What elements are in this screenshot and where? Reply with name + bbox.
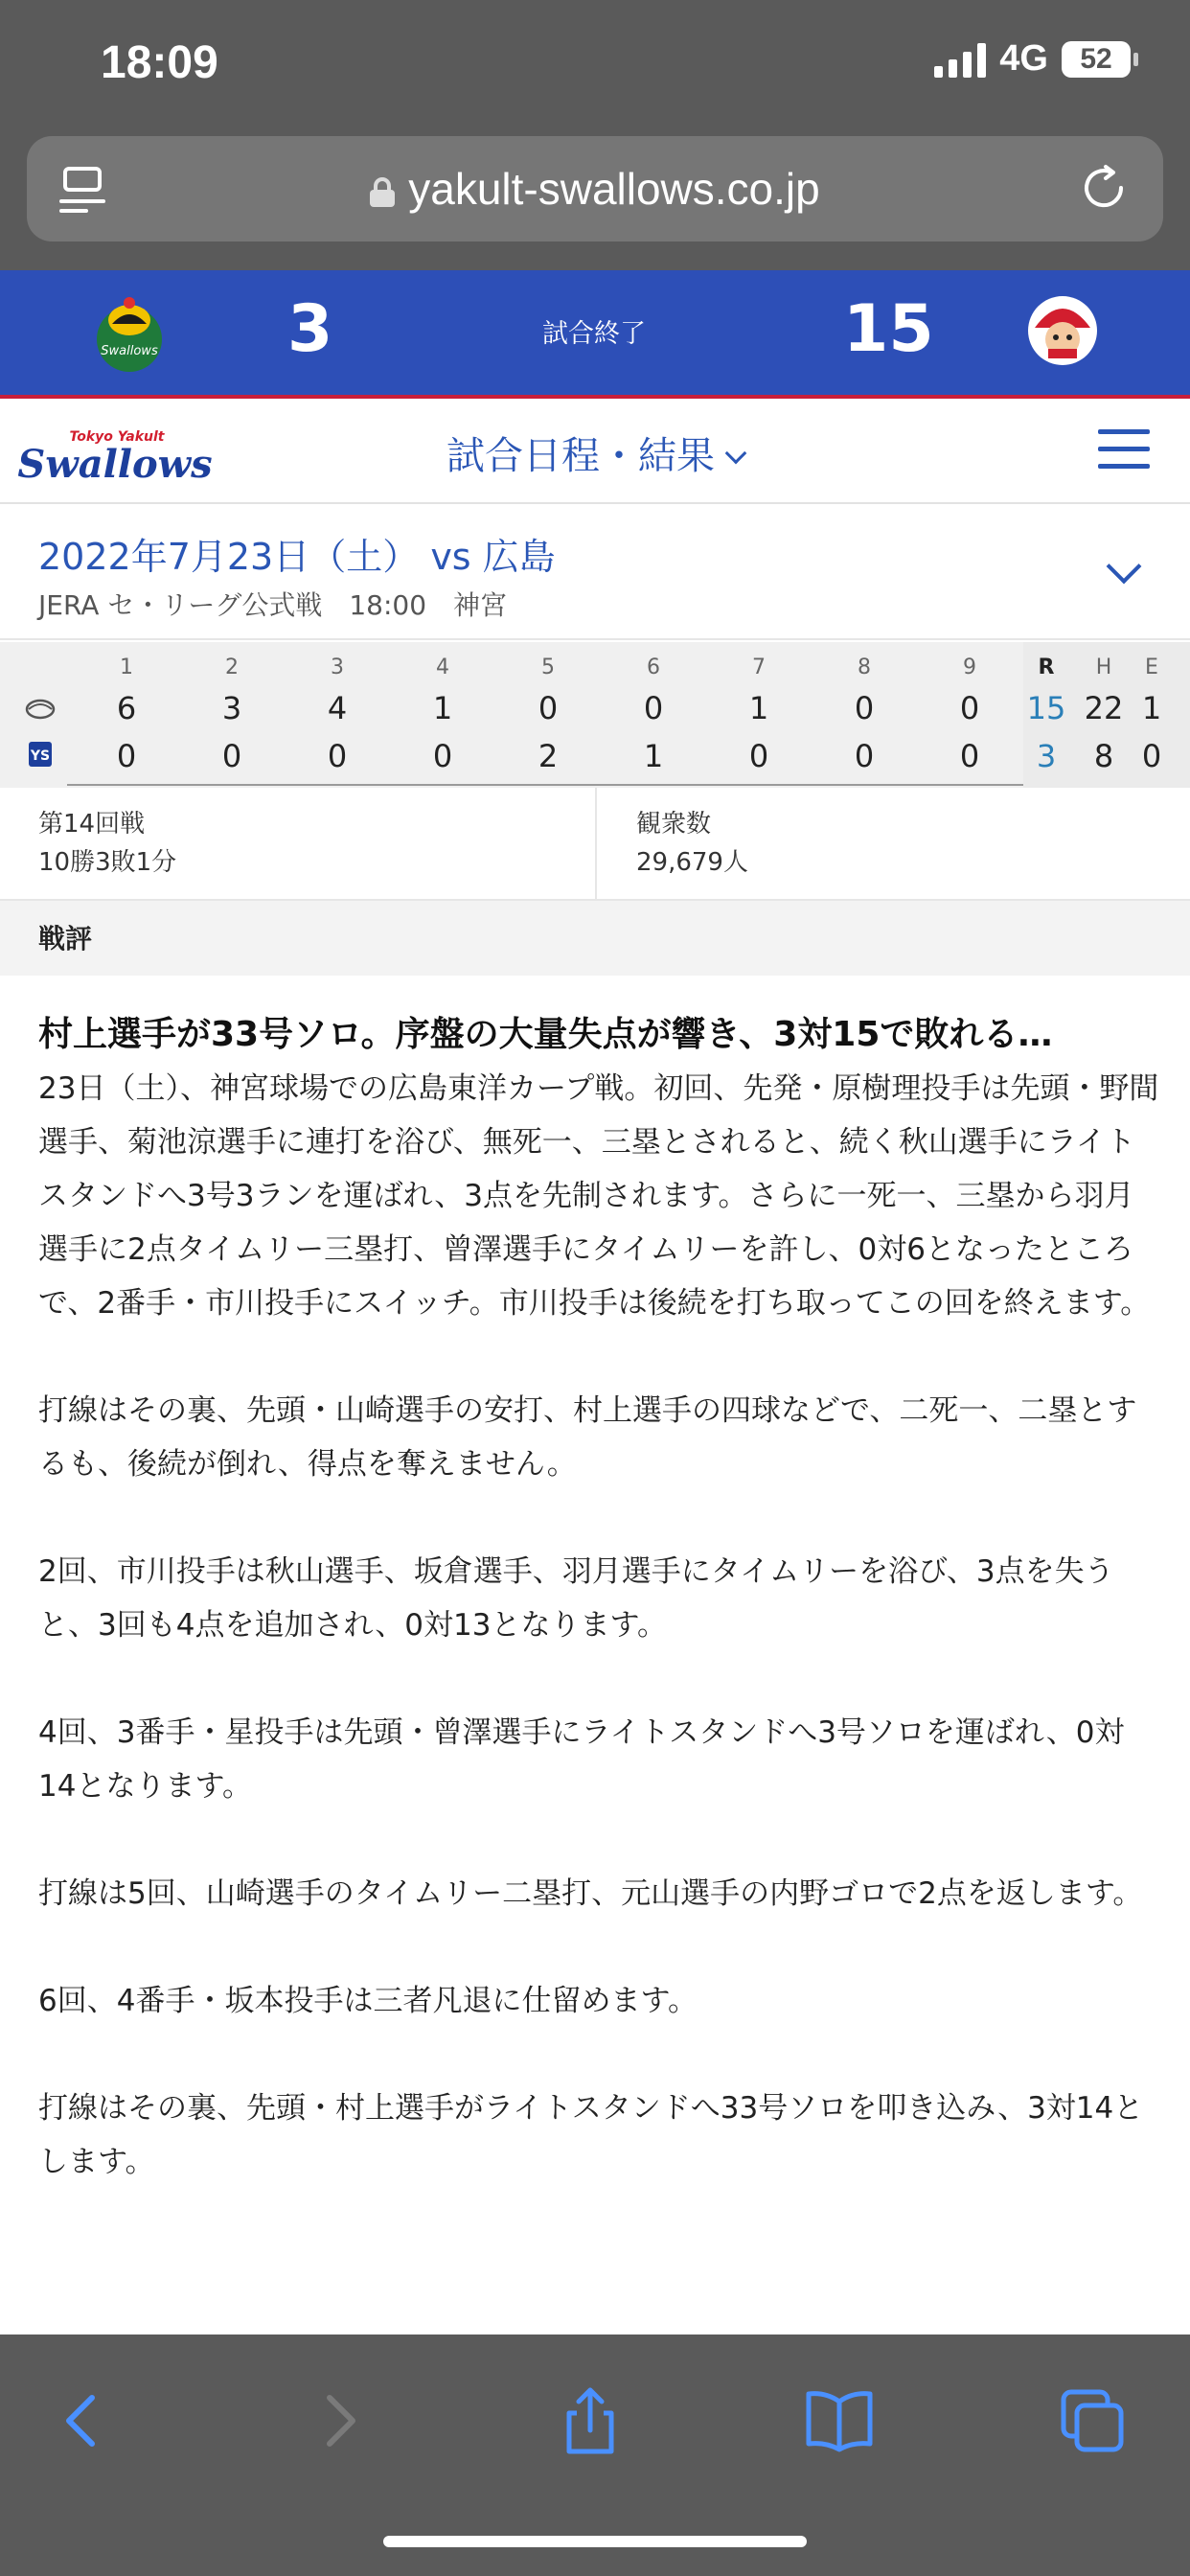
chevron-down-icon: [725, 443, 747, 465]
schedule-results-dropdown[interactable]: [0, 426, 1190, 480]
swallows-cap-icon: [21, 740, 59, 769]
stats-divider: [595, 788, 597, 901]
article-paragraph: 打線は5回、山崎選手のタイムリー二塁打、元山選手の内野ゴロで2点を返します。: [38, 1876, 1143, 1911]
site-navigation: [0, 402, 1190, 504]
game-info-panel[interactable]: [0, 506, 1190, 640]
home-inning-score: 0: [116, 738, 137, 774]
home-total-h: 8: [1093, 738, 1114, 774]
article-paragraph: 4回、3番手・星投手は先頭・曾澤選手にライトスタンドへ3号ソロを運ばれ、0対14となります。: [38, 1715, 1125, 1804]
address-bar[interactable]: [27, 136, 1163, 242]
away-total-h: 22: [1084, 690, 1124, 726]
status-bar: [0, 0, 1190, 134]
away-inning-score: 0: [643, 690, 664, 726]
lock-icon: [370, 177, 395, 206]
svg-text:Tokyo Yakult: Tokyo Yakult: [69, 429, 165, 445]
status-indicators: [934, 38, 1131, 80]
home-inning-score: 2: [538, 738, 559, 774]
network-type: 4G: [999, 38, 1048, 79]
away-inning-score: 1: [432, 690, 453, 726]
url-display[interactable]: [27, 163, 1163, 215]
game-review-header: [0, 901, 1190, 976]
section-title: 戦評: [38, 923, 93, 954]
article-title: 村上選手が33号ソロ。序盤の大量失点が響き、3対15で敗れる…: [38, 1015, 1053, 1054]
home-total-e: 0: [1141, 738, 1162, 774]
article-paragraph: 23日（土）、神宮球場での広島東洋カープ戦。初回、先発・原樹理投手は先頭・野間選手、菊池涼選手に連打を浴び、無死一、三塁とされると、続く秋山選手にライトスタンドへ3号3ランを運ばれ、3点を先制されます。さらに一死一、三塁から羽月選手に2点タイムリー三塁打、曾澤選手にタイムリーを許し、0対6となったところで、2番手・市川投手にスイッチ。市川投手は後続を打ち取ってこの回を終えます。: [38, 1071, 1159, 1321]
svg-text:Swallows: Swallows: [101, 344, 158, 358]
match-count-block: [38, 805, 176, 882]
inning-header: 6: [647, 656, 660, 679]
game-date: 2022年7月23日（土） vs 広島: [38, 536, 556, 578]
home-inning-score: 0: [432, 738, 453, 774]
game-review-article: [38, 1008, 1159, 2242]
signal-icon: [934, 41, 986, 78]
inning-grid: [0, 642, 1023, 788]
rhe-header-r: R: [1038, 656, 1055, 679]
away-inning-score: 0: [538, 690, 559, 726]
match-record: 10勝3敗1分: [38, 848, 177, 877]
game-status: 試合終了: [542, 319, 646, 349]
away-inning-score: 1: [748, 690, 769, 726]
score-header: [0, 270, 1190, 395]
rhe-header-h: H: [1095, 656, 1112, 679]
attendance-value: 29,679人: [636, 848, 748, 877]
line-score: [0, 642, 1190, 788]
line-score-divider: [67, 784, 1023, 786]
hamburger-menu-icon[interactable]: [1098, 429, 1150, 472]
header-stripe: [0, 395, 1190, 402]
swallows-logo-icon: [91, 291, 168, 376]
away-score: 15: [843, 291, 934, 367]
svg-text:Swallows: Swallows: [17, 442, 213, 487]
bookmarks-icon[interactable]: [801, 2382, 878, 2459]
away-inning-score: 0: [854, 690, 875, 726]
attendance-label: 観衆数: [636, 810, 712, 839]
inning-header: 4: [436, 656, 449, 679]
away-inning-score: 0: [959, 690, 980, 726]
inning-header: 1: [120, 656, 133, 679]
match-label: 第14回戦: [38, 810, 146, 839]
rhe-header-e: E: [1145, 656, 1158, 679]
away-inning-score: 4: [327, 690, 348, 726]
inning-header: 7: [752, 656, 766, 679]
game-stats: [0, 788, 1190, 901]
attendance-block: [636, 805, 748, 882]
article-body: [38, 1062, 1159, 2189]
game-meta: JERA セ・リーグ公式戦 18:00 神宮: [38, 589, 508, 621]
inning-header: 8: [858, 656, 871, 679]
share-icon[interactable]: [552, 2382, 629, 2459]
reload-icon[interactable]: [1079, 163, 1129, 213]
browser-address-area: [0, 134, 1190, 270]
inning-header: 5: [541, 656, 555, 679]
home-inning-score: 0: [327, 738, 348, 774]
home-inning-score: 0: [748, 738, 769, 774]
back-icon[interactable]: [46, 2382, 123, 2459]
expand-chevron-icon[interactable]: [1107, 549, 1142, 585]
away-inning-score: 3: [221, 690, 242, 726]
home-inning-score: 0: [221, 738, 242, 774]
home-total-r: 3: [1036, 738, 1057, 774]
svg-text:YS: YS: [30, 748, 51, 764]
status-time: 18:09: [101, 37, 218, 88]
article-paragraph: 打線はその裏、先頭・山崎選手の安打、村上選手の四球などで、二死一、二塁とするも、後続が倒れ、得点を奪えません。: [38, 1393, 1137, 1482]
tabs-icon[interactable]: [1054, 2382, 1131, 2459]
article-paragraph: 6回、4番手・坂本投手は三者凡退に仕留めます。: [38, 1984, 698, 2018]
forward-icon[interactable]: [299, 2382, 376, 2459]
rhe-panel: [1023, 642, 1190, 788]
home-inning-score: 0: [959, 738, 980, 774]
home-inning-score: 0: [854, 738, 875, 774]
carp-logo-icon: [1023, 291, 1102, 370]
away-total-r: 15: [1026, 690, 1066, 726]
nav-title-text: 試合日程・結果: [446, 434, 715, 478]
battery-icon: 52: [1062, 41, 1131, 78]
away-total-e: 1: [1141, 690, 1162, 726]
home-inning-score: 1: [643, 738, 664, 774]
inning-header: 3: [331, 656, 344, 679]
home-score: 3: [287, 291, 333, 367]
article-paragraph: 2回、市川投手は秋山選手、坂倉選手、羽月選手にタイムリーを浴び、3点を失うと、3回も4点を追加され、0対13となります。: [38, 1554, 1114, 1643]
inning-header: 2: [225, 656, 239, 679]
url-text: yakult-swallows.co.jp: [408, 164, 820, 214]
article-paragraph: 打線はその裏、先頭・村上選手がライトスタンドへ33号ソロを叩き込み、3対14とします。: [38, 2091, 1144, 2179]
carp-cap-icon: [21, 694, 59, 723]
home-indicator[interactable]: [383, 2536, 807, 2547]
away-inning-score: 6: [116, 690, 137, 726]
inning-header: 9: [963, 656, 976, 679]
